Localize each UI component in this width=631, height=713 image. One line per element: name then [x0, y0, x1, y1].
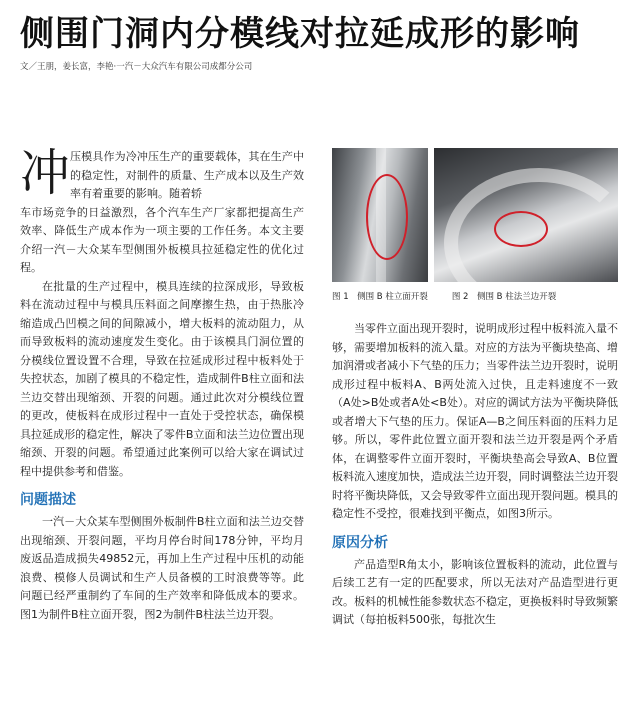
intro-block — [20, 144, 304, 204]
intro-text: 车市场竞争的日益激烈，各个汽车生产厂家都把提高生产效率、降低生产成本作为一项主要的工作任务。本文主要介绍一汽－大众某车型侧围外板模具拉延稳定性的优化过程。 — [20, 205, 304, 274]
cause-paragraph: 产品造型R角太小，影响该位置板料的流动，此位置与后续工艺有一定的匹配要求，所以无法对产品造型进行更改。板料的机械性能参数状态不稳定，更换板料时导致频繁调试（每拍板料500张，每批次生 — [332, 557, 618, 626]
problem-paragraph: 一汽－大众某车型侧围外板制件B柱立面和法兰边交替出现缩颈、开裂问题，平均月停台时间178分钟，平均月废返品造成损失49852元，再加上生产过程中压机的动能浪费、模修人员调试和生产人员备模的工时浪费等等。此问题已经严重制约了车间的生产效率和降低成本的要求。图1为制件B柱立面开裂，图2为制件B柱法兰边开裂。 — [20, 515, 304, 621]
cause-heading: 原因分析 — [332, 534, 388, 551]
figure-1-caption: 图 1 侧围 B 柱立面开裂 — [332, 292, 428, 302]
analysis-paragraph: 当零件立面出现开裂时，说明成形过程中板料流入量不够，需要增加板料的流入量。对应的方法为平衡块垫高、增加润滑或者减小下气垫的压力；当零件法兰边开裂时，说明成形过程中板料A、B两处流入过快，且走料速度不一致（A处>B处或者A处<B处）。对应的调试方法为平衡块降低或者增大下气垫的压力。保证A—B之间压料面的压料力足够。所以，零件此位置立面开裂和法兰边开裂是两个矛盾体，在调整零件立面开裂时，平衡块垫高会导致A、B位置板料流入速度加快，造成法兰边开裂，同时调整法兰边开裂时将平衡块降低，又会导致零件立面出现开裂问题。模具的稳定性不受控，很难找到平衡点，如图3所示。 — [332, 322, 618, 520]
figure-1-photo — [332, 148, 428, 282]
defect-marker-circle — [494, 211, 548, 247]
figure-2-caption: 图 2 侧围 B 柱法兰边开裂 — [451, 292, 557, 302]
defect-marker-circle — [366, 174, 408, 260]
figure-row — [332, 148, 618, 282]
intro-lead-text: 压模具作为冷冲压生产的重要载体，其在生产中的稳定性，对制件的质量、生产成本以及生产效率有着重要的影响。随着轿 — [70, 150, 304, 200]
figure-2-photo — [434, 148, 618, 282]
left-column — [20, 144, 304, 624]
problem-heading: 问题描述 — [20, 492, 76, 508]
background-paragraph: 在批量的生产过程中，模具连续的拉深成形，导致板料在流动过程中与模具压料面之间摩擦生热，由于热胀冷缩造成凸凹模之间的间隙减小，增大板料的流动阻力，从而导致板料的流动速度发生变化。由于该模具门洞位置的分模线位置设置不合理，导致在拉延成形过程中板料处于失控状态，加剧了模具的不稳定性，造成制件B柱立面和法兰边交替出现缩颈、开裂的问题。通过此次对分模线位置的更改，使板料在成形过程中一直处于受控状态，确保模具拉延成形的稳定性，解决了零件B立面和法兰边位置出现缩颈、开裂的问题。希望通过此案例可以给大家在调试过程中提供参考和借鉴。 — [20, 279, 304, 478]
article-title: 侧围门洞内分模线对拉延成形的影响 — [20, 14, 580, 54]
drop-cap: 冲 — [20, 144, 70, 202]
figure-captions — [332, 290, 618, 302]
article-byline: 文／王朋，姜长富，李艳·一汽－大众汽车有限公司成都分公司 — [20, 62, 253, 72]
right-column — [332, 148, 618, 630]
